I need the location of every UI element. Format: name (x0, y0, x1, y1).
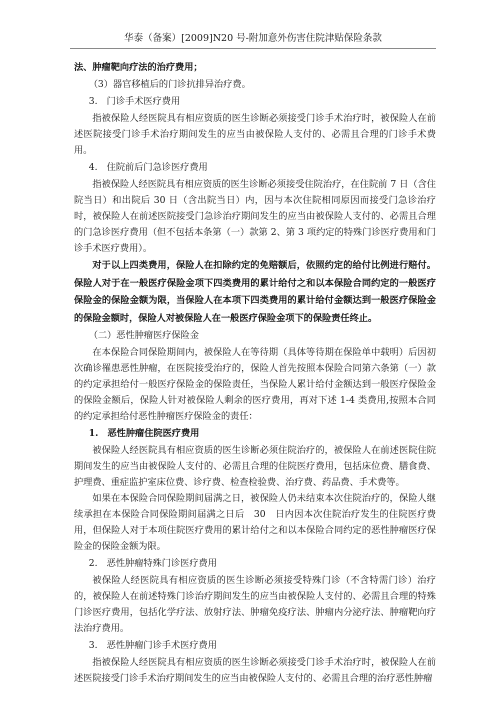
section-heading-cancer-inpatient: 1. 恶性肿瘤住院医疗费用 (88, 428, 200, 439)
document-body (74, 60, 436, 687)
paragraph-cancer-special-outpatient: 被保险人经医院具有相应资质的医生诊断必须接受特殊门诊（不含特需门诊）治疗的，被保险人在前述特殊门诊治疗期间发生的应当由被保险人支付的、必需且合理的特殊门诊医疗费用，包括化学疗法、放射疗法、肿瘤免疫疗法、肿瘤内分泌疗法、肿瘤靶向疗法治疗费用。 (74, 575, 436, 634)
section-heading-pre-post-hospital: 4. 住院前后门急诊医疗费用 (88, 162, 208, 173)
paragraph-cancer-benefit: 在本保险合同保险期间内，被保险人在等待期（具体等待期在保险单中载明）后因初次确诊罹患恶性肿瘤，在医院接受治疗的，保险人首先按照本保险合同第六条第（一）款的约定承担给付一般医疗保险金的保险责任，当保险人累计给付金额达到一般医疗保险金的保险金额后，保险人针对被保险人剩余的医疗费用，再对下述 1-4 类费用,按照本合同的约定承担给付恶性肿瘤医疗保险金的责任： (74, 347, 436, 422)
section-heading-cancer-benefit: （二）恶性肿瘤医疗保险金 (88, 330, 199, 341)
paragraph-cancer-inpatient: 被保险人经医院具有相应资质的医生诊断必须住院治疗的，被保险人在前述医院住院期间发生的应当由被保险人支付的、必需且合理的住院医疗费用，包括床位费、膳食费、护理费、重症监护室床位费、诊疗费、检查检验费、治疗费、药品费、手术费等。 (74, 445, 436, 488)
paragraph-policy-expiry: 如果在本保险合同保险期间届满之日，被保险人仍未结束本次住院治疗的，保险人继续承担在本保险合同保险期间届满之日后 30 日内因本次住院治疗发生的住院医疗费用，但保险人对于本项住院医疗费用的累计给付之和以本保险合同约定的恶性肿瘤医疗保险金的保险金额为限。 (74, 493, 436, 552)
paragraph-payment-limit: 对于以上四类费用，保险人在扣除约定的免赔额后，依照约定的给付比例进行赔付。保险人对于在一般医疗保险金项下四类费用的累计给付之和以本保险合同约定的一般医疗保险金的保险金额为限，当保险人在本项下四类费用的累计给付金额达到一般医疗保险金的保险金额时，保险人对被保险人在一般医疗保险金项下的保险责任终止。 (74, 260, 436, 324)
paragraph-1: 法、肿瘤靶向疗法的治疗费用； (74, 62, 203, 73)
paragraph-cancer-outpatient-surgery: 指被保险人经医院具有相应资质的医生诊断必须接受门诊手术治疗时，被保险人在前述医院接受门诊手术治疗期间发生的应当由被保险人支付的、必需且合理的治疗恶性肿瘤 (74, 657, 436, 684)
section-heading-outpatient-surgery: 3. 门诊手术医疗费用 (88, 96, 181, 107)
paragraph-pre-post-hospital: 指被保险人经医院具有相应资质的医生诊断必须接受住院治疗，在住院前 7 日（含住院当日）和出院后 30 日（含出院当日）内，因与本次住院相同原因而接受门急诊治疗时，被保险人在前述医院接受门急诊治疗期间发生的应当由被保险人支付的、必需且合理的门急诊医疗费用（但不包括本条第（一）款第 2、第 3 项约定的特殊门诊医疗费用和门诊手术医疗费用）。 (74, 179, 436, 254)
list-item-3: （3）器官移植后的门诊抗排异治疗费。 (88, 79, 251, 90)
paragraph-outpatient-surgery: 指被保险人经医院具有相应资质的医生诊断必须接受门诊手术治疗时，被保险人在前述医院接受门诊手术治疗期间发生的应当由被保险人支付的、必需且合理的门诊手术费用。 (74, 113, 436, 156)
section-heading-cancer-special-outpatient: 2. 恶性肿瘤特殊门诊医疗费用 (88, 558, 217, 569)
page-header: 华泰（备案）[2009]N20 号-附加意外伤害住院津贴保险条款 (70, 30, 436, 49)
section-heading-cancer-outpatient-surgery: 3. 恶性肿瘤门诊手术医疗费用 (88, 640, 217, 651)
